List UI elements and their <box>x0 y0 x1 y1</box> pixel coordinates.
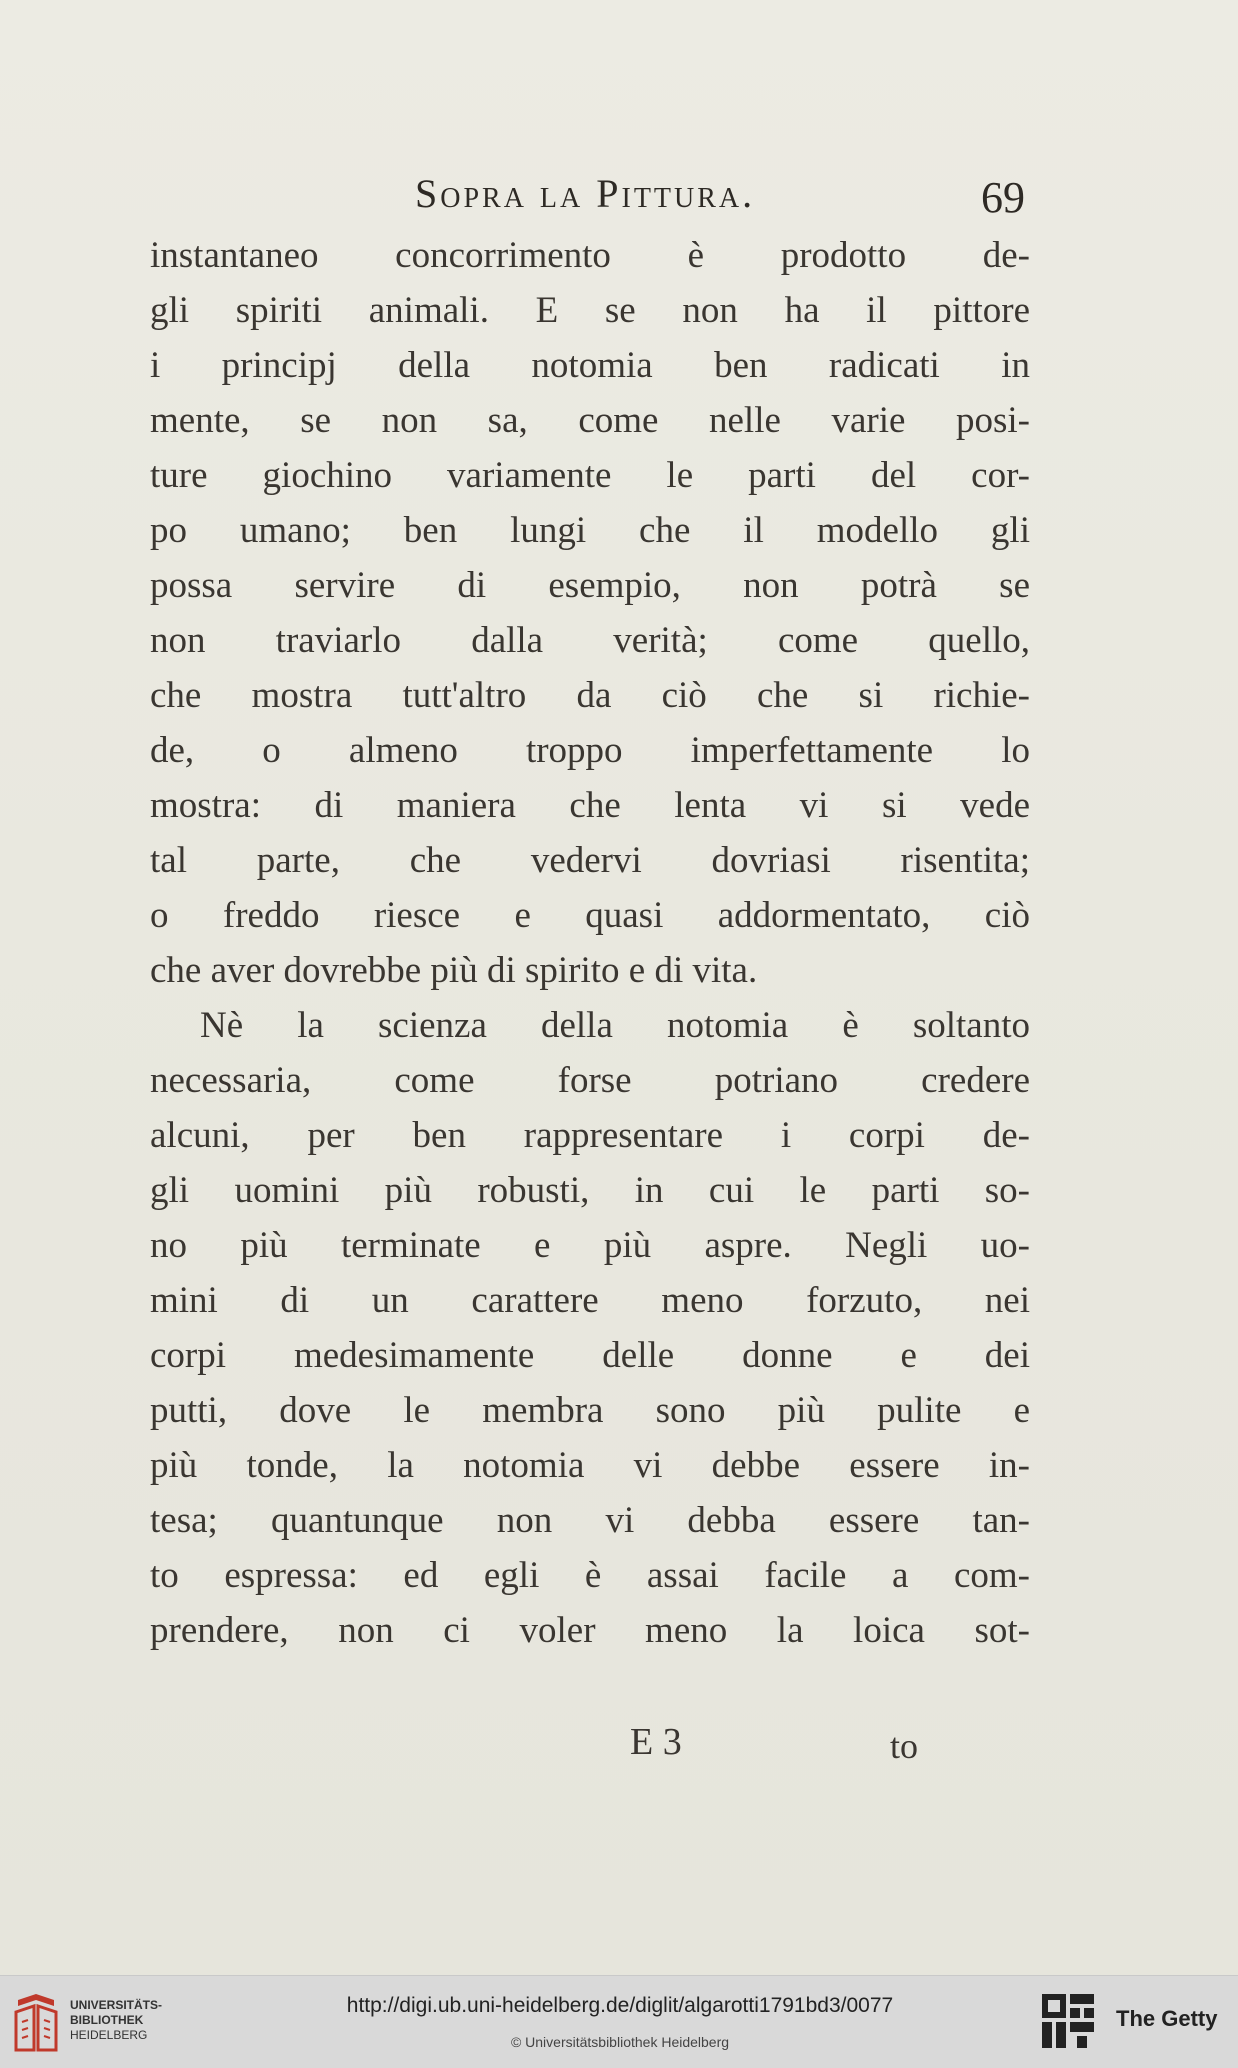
signature-mark: E 3 <box>630 1721 682 1763</box>
text-line: più tonde, la notomia vi debbe essere in- <box>150 1445 1030 1486</box>
text-line: corpi medesimamente delle donne e dei <box>150 1335 1030 1376</box>
text-line: no più terminate e più aspre. Negli uo- <box>150 1225 1030 1266</box>
text-line: possa servire di esempio, non potrà se <box>150 565 1030 606</box>
text-line: putti, dove le membra sono più pulite e <box>150 1390 1030 1431</box>
library-name-line: BIBLIOTHEK <box>70 2013 144 2027</box>
text-line: mente, se non sa, come nelle varie posi- <box>150 400 1030 441</box>
text-line: ture giochino variamente le parti del cor- <box>150 455 1030 496</box>
page-number: 69 <box>981 173 1025 222</box>
text-line: alcuni, per ben rappresentare i corpi de- <box>150 1115 1030 1156</box>
catchword: to <box>890 1726 919 1766</box>
viewer-footer-bar <box>0 1975 1238 2068</box>
text-line: prendere, non ci voler meno la loica sot- <box>150 1610 1030 1651</box>
text-line: gli spiriti animali. E se non ha il pittore <box>150 290 1030 331</box>
text-line: Nè la scienza della notomia è soltanto <box>200 1005 1030 1046</box>
page-header <box>150 160 1040 230</box>
text-line: tal parte, che vedervi dovriasi risentita; <box>150 840 1030 881</box>
text-line: che aver dovrebbe più di spirito e di vita. <box>150 950 758 991</box>
text-line: i principj della notomia ben radicati in <box>150 345 1030 386</box>
text-line: de, o almeno troppo imperfettamente lo <box>150 730 1030 771</box>
text-line: necessaria, come forse potriano credere <box>150 1060 1030 1101</box>
text-line: mostra: di maniera che lenta vi si vede <box>150 785 1030 826</box>
text-line: to espressa: ed egli è assai facile a com- <box>150 1555 1030 1596</box>
source-url-link[interactable]: http://digi.ub.uni-heidelberg.de/diglit/algarotti1791bd3/0077 <box>346 1994 894 2017</box>
text-line: o freddo riesce e quasi addormentato, ciò <box>150 895 1030 936</box>
text-line: tesa; quantunque non vi debba essere tan- <box>150 1500 1030 1541</box>
library-name <box>70 1998 162 2043</box>
university-library-logo-icon[interactable] <box>12 1992 60 2052</box>
text-line: che mostra tutt'altro da ciò che si richie- <box>150 675 1030 716</box>
body-text <box>150 228 1030 1658</box>
getty-logo-icon[interactable] <box>1040 1992 1096 2050</box>
copyright-notice: © Universitätsbibliothek Heidelberg <box>510 2034 730 2050</box>
partner-name: The Getty <box>1116 2006 1218 2031</box>
library-name-line: UNIVERSITÄTS- <box>70 1998 163 2012</box>
text-line: non traviarlo dalla verità; come quello, <box>150 620 1030 661</box>
library-name-line: HEIDELBERG <box>70 2028 148 2042</box>
text-line: po umano; ben lungi che il modello gli <box>150 510 1030 551</box>
running-title: Sopra la Pittura. <box>415 171 756 216</box>
text-line: mini di un carattere meno forzuto, nei <box>150 1280 1030 1321</box>
text-line: gli uomini più robusti, in cui le parti so- <box>150 1170 1030 1211</box>
text-line: instantaneo concorrimento è prodotto de- <box>150 235 1030 276</box>
